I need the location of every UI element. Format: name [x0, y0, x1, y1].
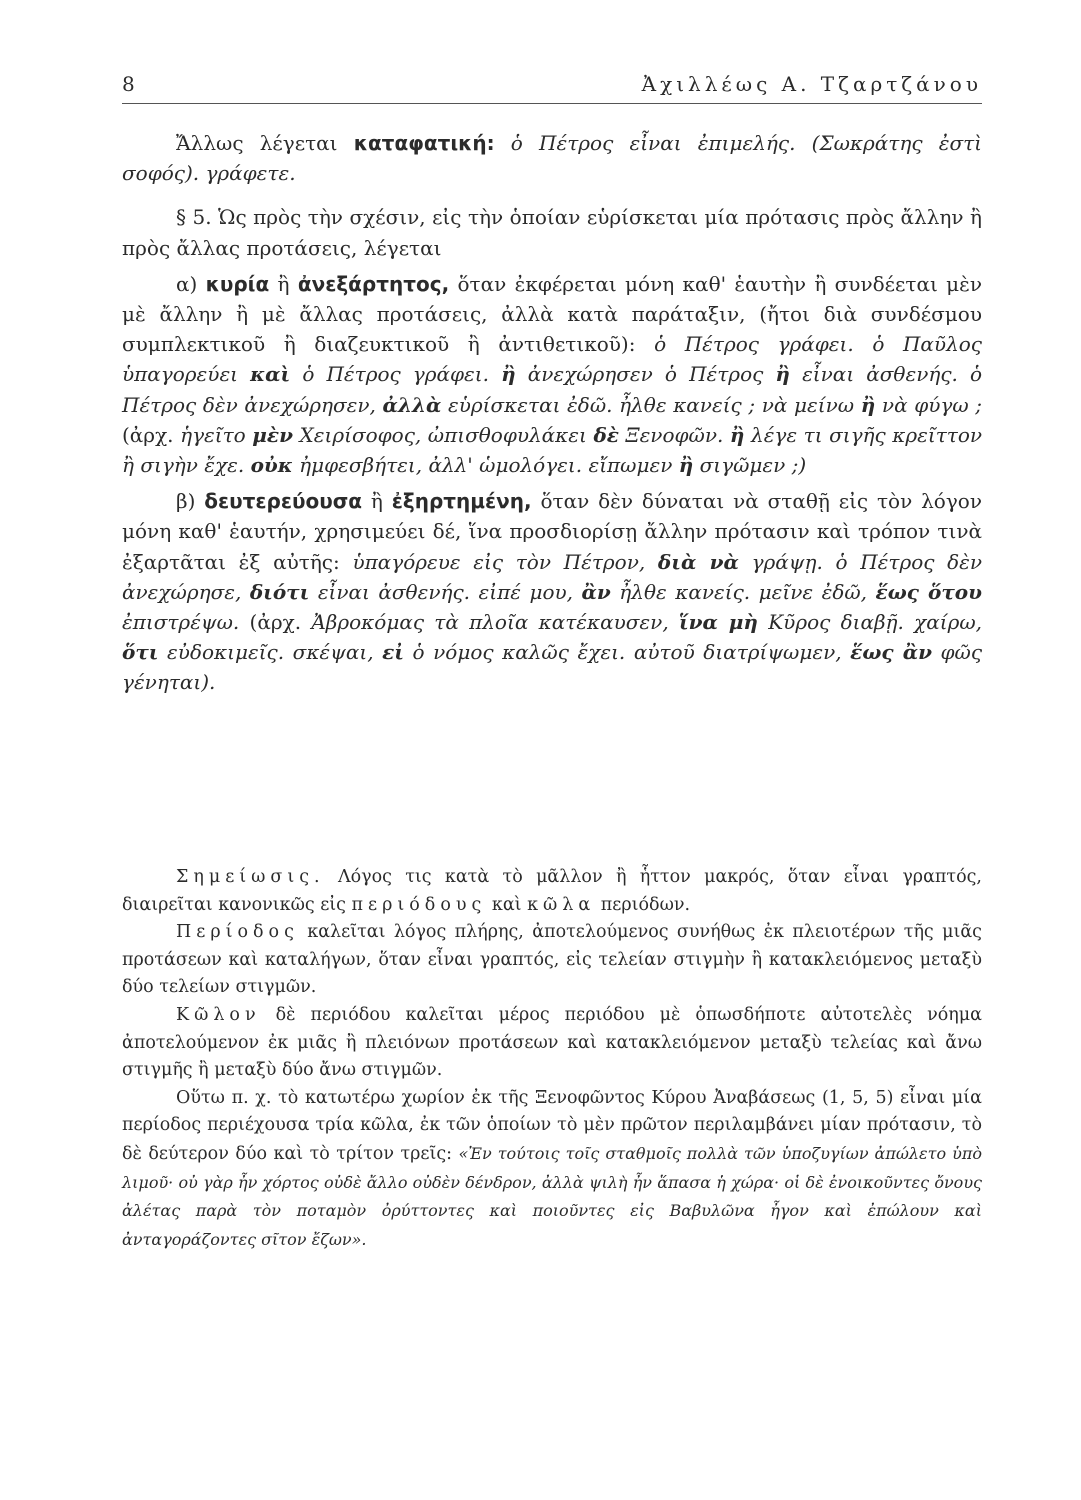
example-italic: λέγε τι σιγῆς κρεῖττον ἢ σιγὴν ἔχε.	[122, 422, 983, 478]
example-italic: ἀνεχώρησεν ὁ Πέτρος	[527, 362, 764, 387]
term-spaced: Περίοδος	[176, 922, 299, 943]
example-italic: εἶναι ἀσθενής. εἰπέ μου,	[317, 579, 574, 604]
example-italic: νὰ φύγω ;	[881, 392, 983, 417]
main-text	[122, 128, 982, 698]
conjunction-bold: ἢ	[678, 453, 694, 478]
conjunction-bold: ἂν	[581, 579, 611, 604]
conjunction-bold: εἰ	[382, 640, 404, 665]
conjunction-bold: ἕως ὅτου	[875, 579, 983, 604]
paragraph-section-5	[122, 202, 982, 262]
term-bold: ἀνεξάρτητος,	[297, 271, 450, 296]
conjunction-bold: διότι	[249, 579, 310, 604]
term-bold: ἐξηρτημένη,	[391, 489, 532, 514]
note-paragraph-4	[122, 1085, 982, 1255]
conjunction-bold: ἢ	[501, 362, 516, 387]
text-run: ὅταν ἐκφέρεται μόνη καθ' ἑαυτὴν ἢ συνδέεται μὲν μὲ ἄλλην ἢ μὲ ἄλλας προτάσεις, ἀλλὰ κατὰ παράταξιν, (ἤτοι διὰ συνδέσμου συμπλεκτικοῦ ἢ διαζευκτικοῦ ἢ ἀντιθετικοῦ):	[122, 271, 983, 357]
example-italic: ὁ νόμος καλῶς ἔχει. αὐτοῦ διατρίψωμεν,	[412, 640, 842, 665]
note-heading-spaced: Σημείωσις.	[176, 867, 325, 887]
conjunction-bold: διὰ νὰ	[657, 549, 739, 574]
text-run: α)	[176, 271, 198, 296]
term-spaced: περιόδους	[351, 894, 487, 915]
example-italic: εὐδοκιμεῖς. σκέψαι,	[167, 640, 374, 665]
note-section	[122, 864, 982, 1254]
text-run: δὲ περιόδου καλεῖται μέρος περιόδου μὲ ὁπωσδήποτε αὐτοτελὲς νόημα ἀποτελούμενον ἐκ μιᾶς ἢ πλειόνων προτάσεων καὶ κατακλειόμενον μεταξὺ τελείας καὶ ἄνω στιγμῆς ἢ μεταξὺ δύο ἄνω στιγμῶν.	[122, 1004, 982, 1081]
text-run: καὶ	[491, 894, 522, 915]
quotation-xenophon: «Ἐν τούτοις τοῖς σταθμοῖς πολλὰ τῶν ὑποζυγίων ἀπώλετο ὑπὸ λιμοῦ· οὐ γὰρ ἦν χόρτος οὐδὲ ἄλλο οὐδὲν δένδρον, ἀλλὰ ψιλὴ ἦν ἅπασα ἡ χώρα· οἱ δὲ ἐνοικοῦντες ὄνους ἀλέτας παρὰ τὸν ποταμὸν ὀρύττοντες καὶ ποιοῦντες εἰς Βαβυλῶνα ἦγον καὶ ἐπώλουν καὶ ἀνταγοράζοντες σῖτον ἔζων».	[122, 1143, 982, 1249]
paragraph-b-subordinate-clause	[122, 486, 982, 697]
paragraph-a-main-clause	[122, 269, 982, 480]
text-run: Ἄλλως λέγεται	[176, 131, 338, 155]
note-paragraph-3	[122, 1002, 982, 1085]
example-italic: ὁ Πέτρος γράφει.	[302, 362, 489, 387]
page-number: 8	[122, 72, 135, 96]
example-italic: σιγῶμεν ;)	[699, 453, 807, 478]
text-run: (ἀρχ.	[249, 610, 302, 635]
text-run: (ἀρχ.	[122, 422, 174, 447]
text-run: καλεῖται λόγος πλήρης, ἀποτελούμενος συνήθως ἐκ πλειοτέρων τῆς μιᾶς προτάσεων καὶ καταλήγων, ὅταν εἶναι γραπτός, εἰς τελείαν στιγμὴν ἢ κατακλειόμενος μεταξὺ δύο τελείων στιγμῶν.	[122, 922, 982, 998]
example-italic: ὁ Πέτρος γράφει. ὁ Παῦλος ὑπαγορεύει	[122, 332, 982, 387]
conjunction-bold: οὐκ	[250, 453, 293, 478]
note-paragraph-2	[122, 919, 982, 1002]
text-run: ἢ	[277, 271, 290, 296]
conjunction-bold: μὲν	[252, 422, 293, 447]
example-italic: ἐπιστρέψω.	[122, 610, 240, 635]
term-bold: δευτερεύουσα	[204, 489, 363, 514]
text-run: Οὕτω π. χ. τὸ κατωτέρω χωρίον ἐκ τῆς Ξενοφῶντος Κύρου Ἀναβάσεως (1, 5, 5) εἶναι μία περίοδος περιέχουσα τρία κῶλα, ἐκ τῶν ὁποίων τὸ μὲν πρῶτον περιλαμβάνει μίαν πρότασιν, τὸ δὲ δεύτερον δύο καὶ τὸ τρίτον τρεῖς:	[122, 1087, 982, 1164]
term-bold: κυρία	[205, 271, 270, 296]
example-italic: Κῦρος διαβῇ. χαίρω,	[768, 610, 983, 635]
conjunction-bold: ἵνα μὴ	[678, 610, 758, 635]
example-italic: ὁ Πέτρος εἶναι ἐπιμελής. (Σωκράτης ἐστὶ σοφός). γράφετε.	[122, 131, 983, 186]
term-spaced: κῶλα	[527, 894, 596, 915]
example-italic: Χειρίσοφος, ὠπισθοφυλάκει	[299, 422, 587, 447]
text-run: Λόγος τις κατὰ τὸ μᾶλλον ἢ ἧττον μακρός, ὅταν εἶναι γραπτός, διαιρεῖται κανονικῶς εἰς	[122, 867, 982, 915]
running-title: Ἀχιλλέως Α. Τζαρτζάνου	[641, 72, 982, 96]
example-italic: γράψῃ. ὁ Πέτρος δὲν ἀνεχώρησε,	[122, 549, 983, 604]
conjunction-bold: ἢ	[729, 422, 745, 447]
text-run: ὅταν δὲν δύναται νὰ σταθῇ εἰς τὸν λόγον μόνη καθ' ἑαυτήν, χρησιμεύει δέ, ἵνα προσδιορίσῃ ἄλλην πρότασιν καὶ τρόπον τινὰ ἐξαρτᾶται ἐξ αὐτῆς:	[122, 489, 982, 574]
conjunction-bold: ἕως ἂν	[850, 640, 932, 665]
page-header	[122, 68, 982, 104]
conjunction-bold: ἢ	[860, 392, 876, 417]
text-run: περιόδων.	[600, 894, 691, 915]
example-italic: φῶς γένηται).	[122, 640, 983, 695]
conjunction-bold: δὲ	[593, 422, 619, 447]
text-run: β)	[176, 489, 196, 514]
example-italic: εὑρίσκεται ἐδῶ. ἦλθε κανείς ; νὰ μείνω	[448, 392, 855, 417]
example-italic: ἠμφεσβήτει, ἀλλ' ὡμολόγει. εἴπωμεν	[299, 453, 673, 478]
term-spaced: Κῶλον	[176, 1004, 261, 1025]
example-italic: ἦλθε κανείς. μεῖνε ἐδῶ,	[619, 579, 868, 604]
conjunction-bold: ἀλλὰ	[382, 392, 442, 417]
term-bold: καταφατική:	[353, 131, 495, 155]
paragraph-affirmative	[122, 128, 982, 188]
conjunction-bold: ἢ	[775, 362, 790, 387]
text-run: ἢ	[370, 489, 383, 514]
conjunction-bold: ὅτι	[122, 640, 159, 665]
example-italic: ἡγεῖτο	[180, 422, 246, 447]
header-rule	[122, 103, 982, 104]
note-paragraph-1	[122, 864, 982, 919]
section-5-text: § 5. Ὡς πρὸς τὴν σχέσιν, εἰς τὴν ὁποίαν εὑρίσκεται μία πρότασις πρὸς ἄλλην ἢ πρὸς ἄλλας προτάσεις, λέγεται	[122, 205, 982, 260]
example-italic: Ξενοφῶν.	[625, 422, 724, 447]
example-italic: ὑπαγόρευε εἰς τὸν Πέτρον,	[352, 549, 646, 574]
conjunction-bold: καὶ	[250, 362, 291, 387]
example-italic: Ἀβροκόμας τὰ πλοῖα κατέκαυσεν,	[311, 610, 669, 635]
example-italic: εἶναι ἀσθενής. ὁ Πέτρος δὲν ἀνεχώρησεν,	[122, 362, 983, 417]
